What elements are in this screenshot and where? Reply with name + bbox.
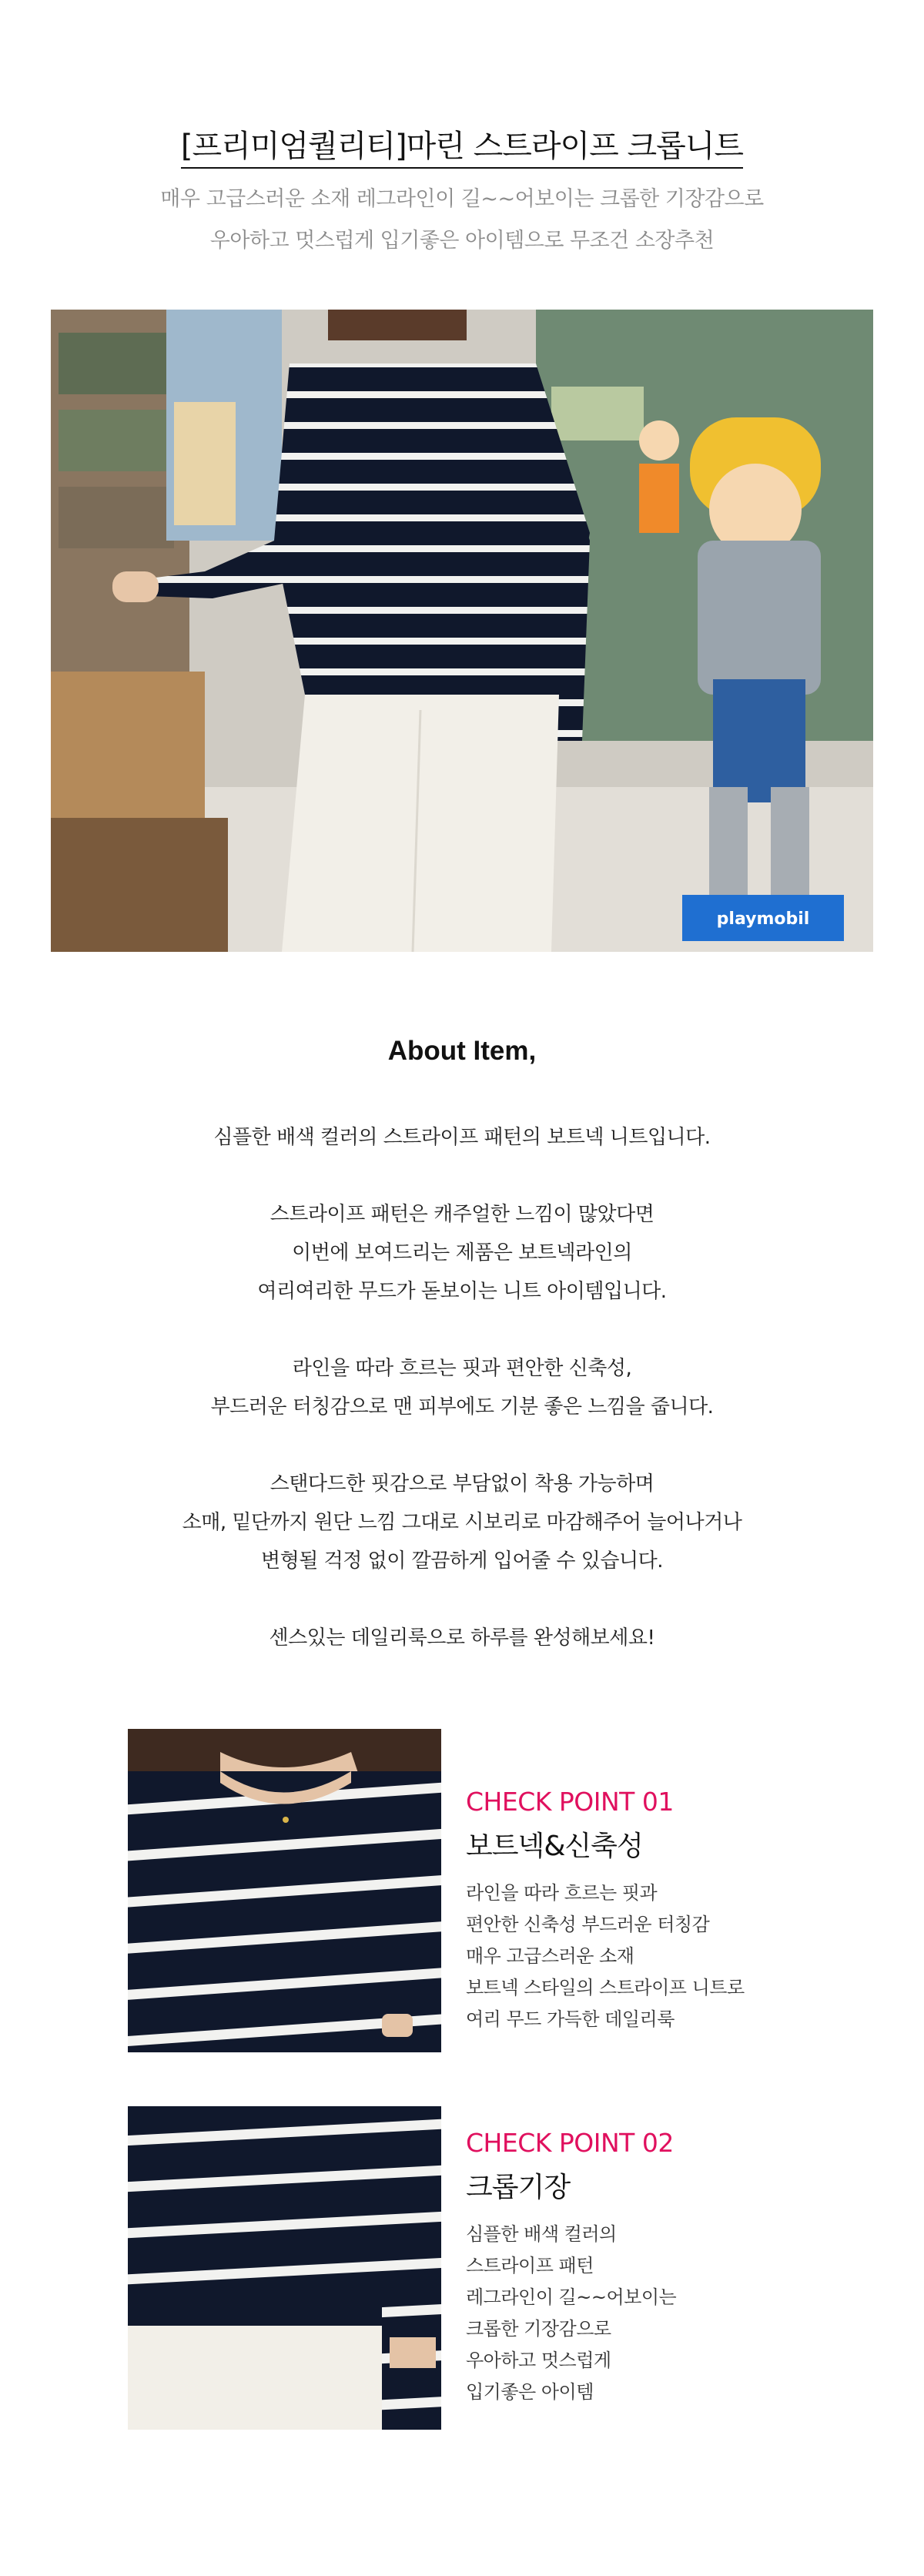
check-point-line: 심플한 배색 컬러의 <box>466 2223 617 2245</box>
product-title <box>0 122 924 166</box>
about-paragraph <box>0 1118 924 1157</box>
about-line: 이번에 보여드리는 제품은 보트넥라인의 <box>292 1241 632 1265</box>
check-point-line: 크롭한 기장감으로 <box>466 2318 611 2340</box>
check-point-02-illustration <box>128 2106 441 2430</box>
check-point-02-heading: 크롭기장 <box>466 2172 571 2203</box>
check-point-line: 라인을 따라 흐르는 핏과 <box>466 1882 658 1904</box>
about-line: 센스있는 데일리룩으로 하루를 완성해보세요! <box>269 1626 655 1650</box>
about-paragraph <box>0 1465 924 1580</box>
playmobil-sign-text: playmobil <box>716 909 810 929</box>
hero-photo <box>51 310 873 952</box>
about-item-title: About Item, <box>387 1036 537 1066</box>
about-paragraph <box>0 1619 924 1657</box>
check-point-line: 우아하고 멋스럽게 <box>466 2350 611 2371</box>
about-paragraph <box>0 1349 924 1426</box>
about-line: 라인을 따라 흐르는 핏과 편안한 신축성, <box>292 1357 632 1380</box>
about-line: 변형될 걱정 없이 깔끔하게 입어줄 수 있습니다. <box>260 1549 664 1573</box>
subtitle-line-2: 우아하고 멋스럽게 입기좋은 아이템으로 무조건 소장추천 <box>209 229 715 253</box>
check-point-02-photo <box>128 2106 441 2430</box>
check-point-line: 편안한 신축성 부드러운 터칭감 <box>466 1914 710 1935</box>
about-item-body <box>0 1118 924 1696</box>
check-point-line: 보트넥 스타일의 스트라이프 니트로 <box>466 1977 745 1998</box>
product-title-text: [프리미엄퀄리티]마린 스트라이프 크롭니트 <box>181 129 743 169</box>
about-line: 여리여리한 무드가 돋보이는 니트 아이템입니다. <box>257 1280 667 1303</box>
subtitle-line-1: 매우 고급스러운 소재 레그라인이 길~~어보이는 크롭한 기장감으로 <box>160 187 764 211</box>
check-point-02-label: CHECK POINT 02 <box>466 2128 674 2158</box>
check-point-02-lines <box>466 2219 676 2408</box>
check-point-line: 입기좋은 아이템 <box>466 2381 594 2403</box>
about-line: 부드러운 터칭감으로 맨 피부에도 기분 좋은 느낌을 줍니다. <box>210 1395 714 1419</box>
product-subtitle <box>0 179 924 262</box>
about-paragraph <box>0 1195 924 1311</box>
check-point-line: 스트라이프 패턴 <box>466 2255 594 2276</box>
about-line: 스트라이프 패턴은 캐주얼한 느낌이 많았다면 <box>270 1203 654 1226</box>
check-point-01 <box>466 1787 745 2035</box>
check-point-line: 여리 무드 가득한 데일리룩 <box>466 2008 675 2030</box>
check-point-line: 레그라인이 길~~어보이는 <box>466 2286 677 2308</box>
about-line: 소매, 밑단까지 원단 느낌 그대로 시보리로 마감해주어 늘어나거나 <box>182 1511 742 1534</box>
check-point-01-illustration <box>128 1729 441 2052</box>
about-line: 스탠다드한 핏감으로 부담없이 착용 가능하며 <box>270 1472 654 1496</box>
check-point-02 <box>466 2128 676 2408</box>
check-point-01-photo <box>128 1729 441 2052</box>
check-point-01-lines <box>466 1878 745 2035</box>
check-point-01-heading: 보트넥&신축성 <box>466 1831 643 1862</box>
check-point-01-label: CHECK POINT 01 <box>466 1787 674 1817</box>
hero-illustration <box>51 310 873 952</box>
check-point-line: 매우 고급스러운 소재 <box>466 1945 634 1967</box>
about-line: 심플한 배색 컬러의 스트라이프 패턴의 보트넥 니트입니다. <box>213 1126 711 1149</box>
